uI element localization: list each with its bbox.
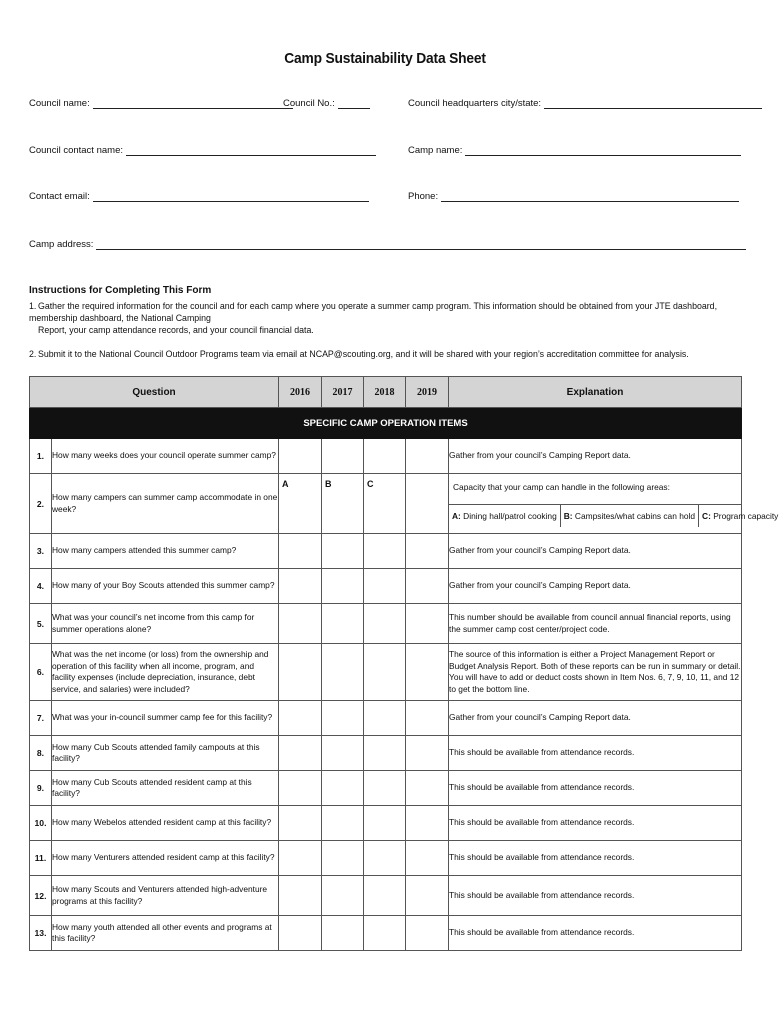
cell-2017[interactable] xyxy=(322,604,364,644)
header-year-2018: 2018 xyxy=(364,377,406,408)
camp-address-label: Camp address: xyxy=(29,239,94,250)
council-no-label: Council No.: xyxy=(283,98,335,109)
instructions-heading: Instructions for Completing This Form xyxy=(29,285,212,296)
council-no-field[interactable] xyxy=(283,98,370,109)
row-number: 7. xyxy=(30,701,52,736)
capacity-explanation xyxy=(449,474,779,534)
capacity-legend-b: B: Campsites/what cabins can hold xyxy=(561,505,699,527)
table-row xyxy=(30,701,742,736)
row-number: 1. xyxy=(30,439,52,474)
cell-capacity-empty xyxy=(406,474,449,534)
table-row xyxy=(30,604,742,644)
row-question: How many of your Boy Scouts attended this summer camp? xyxy=(52,569,279,604)
cell-2018[interactable] xyxy=(364,534,406,569)
cell-2019[interactable] xyxy=(406,736,449,771)
table-row xyxy=(30,439,742,474)
row-question: What was your in-council summer camp fee for this facility? xyxy=(52,701,279,736)
table-row xyxy=(30,876,742,916)
cell-2018[interactable] xyxy=(364,771,406,806)
row-explanation: This number should be available from council annual financial reports, using the summer camp cost center/project code. xyxy=(449,604,742,644)
capacity-legend-c: C: Program capacity xyxy=(702,511,779,521)
row-number: 9. xyxy=(30,771,52,806)
cell-2019[interactable] xyxy=(406,701,449,736)
table-row xyxy=(30,771,742,806)
cell-2017[interactable] xyxy=(322,916,364,951)
camp-name-field[interactable] xyxy=(408,145,741,156)
cell-2016[interactable] xyxy=(279,644,322,701)
row-number: 2. xyxy=(30,474,52,534)
cell-2019[interactable] xyxy=(406,604,449,644)
cell-2016[interactable] xyxy=(279,806,322,841)
cell-2016[interactable] xyxy=(279,701,322,736)
cell-2016[interactable] xyxy=(279,736,322,771)
contact-email-field[interactable] xyxy=(29,191,369,202)
row-explanation: The source of this information is either a Project Management Report or Budget Analysis Report. Both of these reports can be run in summary or detail. You will have to add or deduct costs shown in Item Nos. 6, 7, 9, 10, 11, and 12 to get the bottom line. xyxy=(449,644,742,701)
row-number: 10. xyxy=(30,806,52,841)
instruction-number: 1. xyxy=(29,301,37,311)
capacity-legend-a: A: Dining hall/patrol cooking xyxy=(449,505,561,527)
row-number: 13. xyxy=(30,916,52,951)
row-explanation: This should be available from attendance records. xyxy=(449,736,742,771)
contact-email-label: Contact email: xyxy=(29,191,90,202)
row-question: How many Venturers attended resident camp at this facility? xyxy=(52,841,279,876)
row-explanation: This should be available from attendance records. xyxy=(449,916,742,951)
cell-2018[interactable] xyxy=(364,806,406,841)
table-row xyxy=(30,916,742,951)
table-row xyxy=(30,806,742,841)
table-row xyxy=(30,534,742,569)
cell-2019[interactable] xyxy=(406,771,449,806)
council-no-input[interactable] xyxy=(338,99,370,109)
cell-2017[interactable] xyxy=(322,736,364,771)
page-title: Camp Sustainability Data Sheet xyxy=(284,50,486,67)
council-name-field[interactable] xyxy=(29,98,293,109)
table-row xyxy=(30,644,742,701)
capacity-c-label: C xyxy=(367,479,374,489)
row-explanation: Gather from your council’s Camping Report data. xyxy=(449,534,742,569)
camp-name-label: Camp name: xyxy=(408,145,463,156)
cell-2017[interactable] xyxy=(322,806,364,841)
cell-2016[interactable] xyxy=(279,534,322,569)
cell-2017[interactable] xyxy=(322,534,364,569)
section-row xyxy=(30,408,742,439)
phone-input[interactable] xyxy=(441,192,739,202)
phone-label: Phone: xyxy=(408,191,439,202)
cell-capacity-a[interactable] xyxy=(279,474,322,534)
cell-2019[interactable] xyxy=(406,876,449,916)
cell-2018[interactable] xyxy=(364,736,406,771)
cell-2019[interactable] xyxy=(406,569,449,604)
contact-name-field[interactable] xyxy=(29,145,376,156)
row-question: What was the net income (or loss) from the ownership and operation of this facility when all income, program, and facility expenses (include depreciation, insurance, debt service, and salaries) were included? xyxy=(52,644,279,701)
capacity-intro: Capacity that your camp can handle in the following areas: xyxy=(449,474,741,505)
instruction-text: Report, your camp attendance records, and your council financial data. xyxy=(38,325,314,335)
camp-name-input[interactable] xyxy=(465,146,741,156)
council-name-label: Council name: xyxy=(29,98,90,109)
row-number: 8. xyxy=(30,736,52,771)
cell-capacity-b[interactable] xyxy=(322,474,364,534)
council-hq-field[interactable] xyxy=(408,98,762,109)
capacity-legend xyxy=(449,505,779,527)
table-row xyxy=(30,841,742,876)
council-hq-label: Council headquarters city/state: xyxy=(408,98,542,109)
instruction-text: Gather the required information for the council and for each camp where you operate a summer camp program. This information should be obtained from your JTE dashboard, membership dashboard, the National Camping xyxy=(29,301,718,323)
cell-2018[interactable] xyxy=(364,701,406,736)
header-year-2017: 2017 xyxy=(322,377,364,408)
row-number: 5. xyxy=(30,604,52,644)
row-explanation: This should be available from attendance records. xyxy=(449,806,742,841)
cell-2019[interactable] xyxy=(406,916,449,951)
cell-2016[interactable] xyxy=(279,876,322,916)
row-explanation: This should be available from attendance records. xyxy=(449,841,742,876)
instruction-item-2 xyxy=(29,348,741,360)
cell-capacity-c[interactable] xyxy=(364,474,406,534)
council-name-input[interactable] xyxy=(93,99,293,109)
row-question: How many Cub Scouts attended resident camp at this facility? xyxy=(52,771,279,806)
contact-name-label: Council contact name: xyxy=(29,145,123,156)
cell-2018[interactable] xyxy=(364,569,406,604)
row-question: How many campers attended this summer camp? xyxy=(52,534,279,569)
cell-2016[interactable] xyxy=(279,771,322,806)
header-question: Question xyxy=(30,377,279,408)
cell-2016[interactable] xyxy=(279,604,322,644)
cell-2019[interactable] xyxy=(406,806,449,841)
cell-2018[interactable] xyxy=(364,604,406,644)
cell-2019[interactable] xyxy=(406,644,449,701)
row-number: 12. xyxy=(30,876,52,916)
row-question: What was your council’s net income from this camp for summer operations alone? xyxy=(52,604,279,644)
instruction-text: Submit it to the National Council Outdoor Programs team via email at NCAP@scouting.org, and it will be shared with your region’s accreditation committee for analysis. xyxy=(38,349,689,359)
cell-2018[interactable] xyxy=(364,876,406,916)
contact-name-input[interactable] xyxy=(126,146,376,156)
cell-2016[interactable] xyxy=(279,916,322,951)
row-question: How many weeks does your council operate summer camp? xyxy=(52,439,279,474)
header-explanation: Explanation xyxy=(449,377,742,408)
table-header-row xyxy=(30,377,742,408)
phone-field[interactable] xyxy=(408,191,739,202)
row-explanation: Gather from your council’s Camping Report data. xyxy=(449,569,742,604)
row-question: How many Cub Scouts attended family campouts at this facility? xyxy=(52,736,279,771)
cell-2018[interactable] xyxy=(364,916,406,951)
table-row xyxy=(30,474,742,534)
cell-2019[interactable] xyxy=(406,439,449,474)
cell-2017[interactable] xyxy=(322,841,364,876)
cell-2019[interactable] xyxy=(406,841,449,876)
cell-2017[interactable] xyxy=(322,644,364,701)
row-explanation: Gather from your council’s Camping Report data. xyxy=(449,439,742,474)
cell-2018[interactable] xyxy=(364,644,406,701)
row-number: 6. xyxy=(30,644,52,701)
row-number: 3. xyxy=(30,534,52,569)
row-question: How many youth attended all other events and programs at this facility? xyxy=(52,916,279,951)
cell-2017[interactable] xyxy=(322,701,364,736)
header-year-2019: 2019 xyxy=(406,377,449,408)
table-row xyxy=(30,569,742,604)
row-question: How many Scouts and Venturers attended high-adventure programs at this facility? xyxy=(52,876,279,916)
cell-2019[interactable] xyxy=(406,534,449,569)
contact-email-input[interactable] xyxy=(93,192,369,202)
instruction-item-1 xyxy=(29,300,741,336)
row-explanation: Gather from your council’s Camping Report data. xyxy=(449,701,742,736)
row-explanation: This should be available from attendance records. xyxy=(449,876,742,916)
cell-2016[interactable] xyxy=(279,841,322,876)
cell-2017[interactable] xyxy=(322,771,364,806)
header-year-2016: 2016 xyxy=(279,377,322,408)
camp-address-input[interactable] xyxy=(96,240,746,250)
capacity-a-label: A xyxy=(282,479,289,489)
cell-2018[interactable] xyxy=(364,439,406,474)
section-title: SPECIFIC CAMP OPERATION ITEMS xyxy=(30,408,742,439)
row-question: How many campers can summer camp accommodate in one week? xyxy=(52,474,279,534)
cell-2016[interactable] xyxy=(279,569,322,604)
cell-2017[interactable] xyxy=(322,876,364,916)
row-number: 4. xyxy=(30,569,52,604)
camp-address-field[interactable] xyxy=(29,239,746,250)
instruction-number: 2. xyxy=(29,349,37,359)
camp-data-table xyxy=(29,376,779,951)
row-number: 11. xyxy=(30,841,52,876)
table-row xyxy=(30,736,742,771)
cell-2018[interactable] xyxy=(364,841,406,876)
cell-2016[interactable] xyxy=(279,439,322,474)
council-hq-input[interactable] xyxy=(544,99,762,109)
cell-2017[interactable] xyxy=(322,569,364,604)
cell-2017[interactable] xyxy=(322,439,364,474)
row-question: How many Webelos attended resident camp at this facility? xyxy=(52,806,279,841)
row-explanation: This should be available from attendance records. xyxy=(449,771,742,806)
capacity-b-label: B xyxy=(325,479,332,489)
